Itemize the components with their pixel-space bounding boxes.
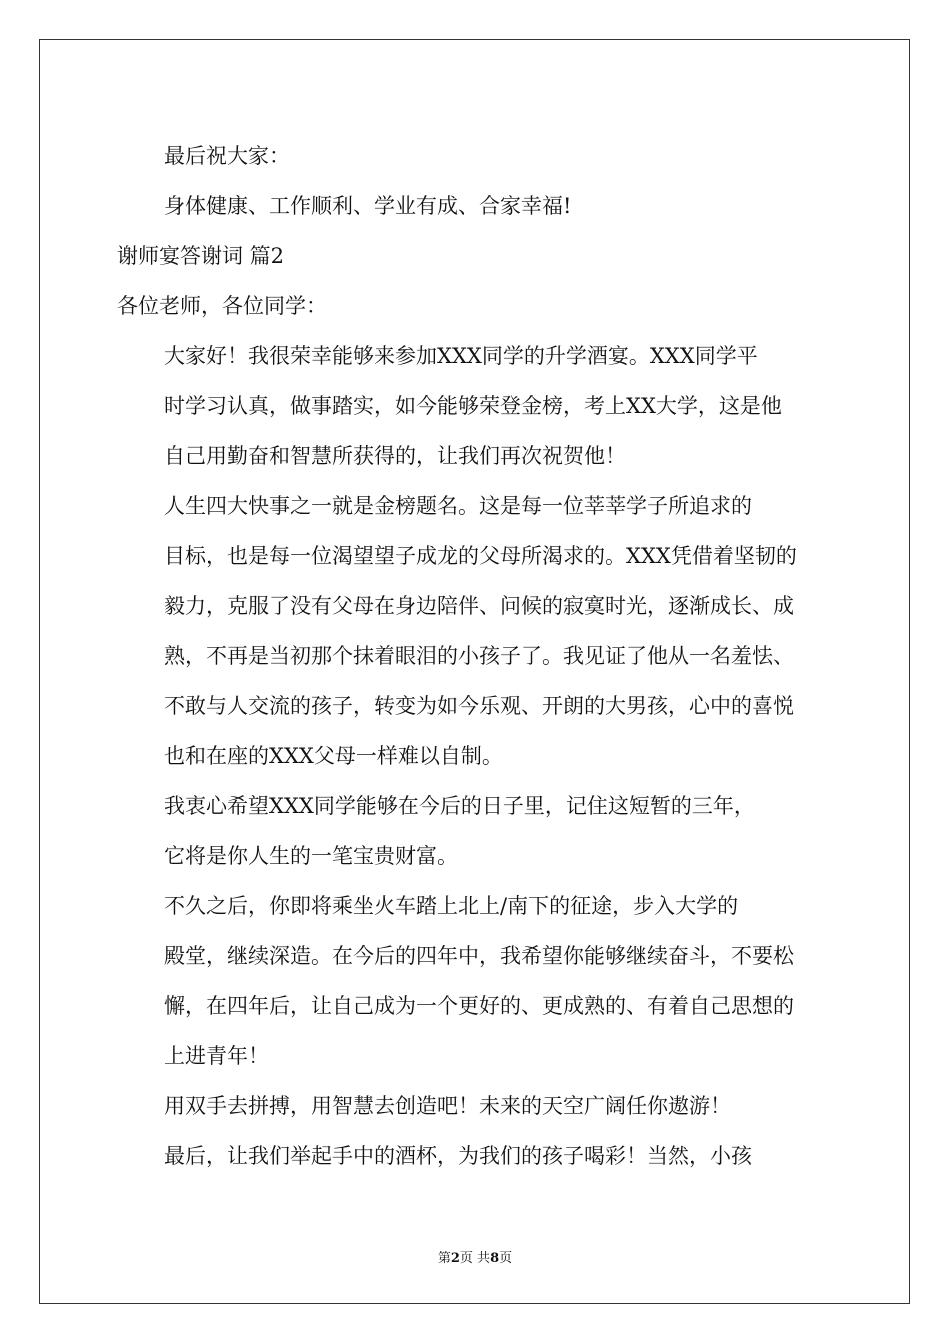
text-line: 各位老师，各位同学： — [117, 294, 327, 318]
text-line: 用双手去拼搏，用智慧去创造吧！未来的天空广阔任你遨游！ — [164, 1094, 731, 1118]
text-line: 不敢与人交流的孩子，转变为如今乐观、开朗的大男孩，心中的喜悦 — [164, 694, 794, 718]
footer-page-number: 2 — [450, 1251, 460, 1266]
text-line: 上进青年！ — [164, 1044, 269, 1068]
text-line: 自己用勤奋和智慧所获得的，让我们再次祝贺他！ — [164, 444, 626, 468]
footer-prefix: 第 — [437, 1251, 451, 1266]
footer-suffix: 页 — [499, 1251, 513, 1266]
text-line: 懈，在四年后，让自己成为一个更好的、更成熟的、有着自己思想的 — [164, 994, 794, 1018]
text-line: 最后祝大家： — [164, 144, 290, 168]
footer-page-total: 8 — [490, 1251, 500, 1266]
paragraph — [117, 231, 835, 281]
text-line: 它将是你人生的一笔宝贵财富。 — [164, 844, 458, 868]
paragraph — [117, 331, 835, 481]
paragraph — [117, 181, 835, 231]
paragraph — [117, 131, 835, 181]
text-line: 身体健康、工作顺利、学业有成、合家幸福! — [164, 194, 572, 218]
text-line: 时学习认真，做事踏实，如今能够荣登金榜，考上XX大学，这是他 — [164, 394, 782, 418]
footer-mid: 页 共 — [459, 1251, 491, 1266]
text-line: 我衷心希望XXX同学能够在今后的日子里，记住这短暂的三年， — [164, 794, 755, 818]
text-line: 最后，让我们举起手中的酒杯，为我们的孩子喝彩！当然，小孩 — [164, 1144, 752, 1168]
paragraph — [117, 1081, 835, 1131]
paragraph — [117, 481, 835, 781]
text-line: 也和在座的XXX父母一样难以自制。 — [164, 744, 503, 768]
paragraph — [117, 1131, 835, 1181]
text-line: 不久之后，你即将乘坐火车踏上北上/南下的征途，步入大学的 — [164, 894, 739, 918]
text-line: 大家好！我很荣幸能够来参加XXX同学的升学酒宴。XXX同学平 — [164, 344, 758, 368]
paragraph — [117, 881, 835, 1081]
text-line: 殿堂，继续深造。在今后的四年中，我希望你能够继续奋斗，不要松 — [164, 944, 794, 968]
text-line: 目标，也是每一位渴望望子成龙的父母所渴求的。XXX凭借着坚韧的 — [164, 544, 797, 568]
text-line: 人生四大快事之一就是金榜题名。这是每一位莘莘学子所追求的 — [164, 494, 752, 518]
document-body — [117, 131, 835, 1181]
text-line: 毅力，克服了没有父母在身边陪伴、问候的寂寞时光，逐渐成长、成 — [164, 594, 794, 618]
paragraph — [117, 281, 835, 331]
text-line: 谢师宴答谢词 篇2 — [117, 244, 285, 268]
page-footer — [0, 1247, 950, 1266]
paragraph — [117, 781, 835, 881]
text-line: 熟，不再是当初那个抹着眼泪的小孩子了。我见证了他从一名羞怯、 — [164, 644, 794, 668]
